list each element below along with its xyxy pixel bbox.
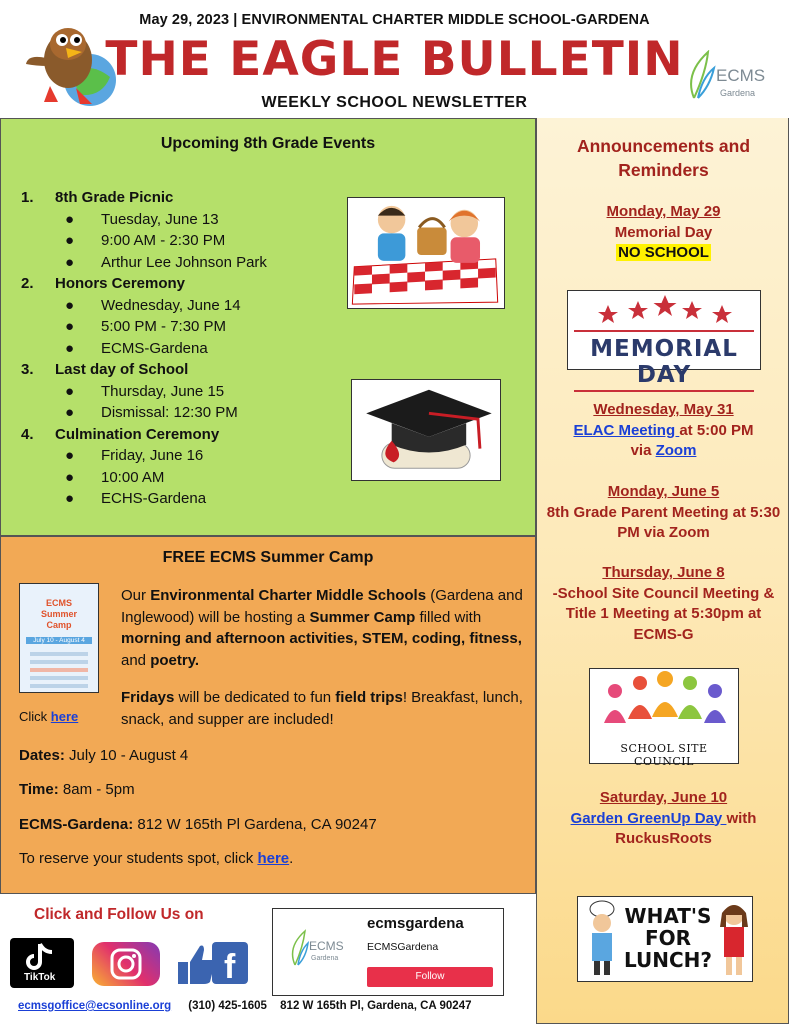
- event-detail: Thursday, June 15: [101, 382, 225, 400]
- event-detail: ECHS-Gardena: [101, 490, 207, 507]
- camp-heading: FREE ECMS Summer Camp: [162, 549, 374, 566]
- leaf-icon: [686, 50, 716, 100]
- whats-for-lunch-graphic[interactable]: [577, 896, 753, 982]
- event-number: 2.: [21, 275, 34, 292]
- announcement-date: Saturday, June 10: [599, 789, 728, 806]
- people-icon: [590, 669, 740, 729]
- announcement-date: Monday, June 5: [607, 483, 720, 500]
- camp-description: Our Environmental Charter Middle Schools (Gardena and Inglewood) will be hosting a Summer Camp filled with morning and afternoon activities, STEM, coding, fitness, and poetry.: [121, 587, 523, 669]
- announcements-title: Announcements and Reminders: [576, 136, 751, 180]
- instagram-handle: ecmsgardena: [367, 915, 464, 932]
- garden-greenup-link[interactable]: Garden GreenUp Day: [570, 809, 727, 827]
- newsletter-date-line: May 29, 2023 | ENVIRONMENTAL CHARTER MIDDLE SCHOOL-GARDENA: [139, 12, 650, 28]
- announcements-section: [536, 118, 789, 1024]
- school-address: 812 W 165th Pl, Gardena, CA 90247: [280, 1000, 472, 1012]
- announcement-date: Thursday, June 8: [602, 564, 725, 581]
- flyer-title: ECMS Summer Camp: [40, 598, 77, 630]
- zoom-link[interactable]: Zoom: [655, 442, 697, 459]
- events-list: [21, 187, 341, 510]
- event-detail: 5:00 PM - 7:30 PM: [101, 318, 227, 335]
- event-detail: 9:00 AM - 2:30 PM: [101, 232, 226, 249]
- announcement-date: Monday, May 29: [606, 203, 721, 220]
- event-detail: Friday, June 16: [101, 447, 204, 464]
- events-heading: Upcoming 8th Grade Events: [160, 135, 376, 152]
- event-title: 8th Grade Picnic: [55, 189, 174, 206]
- header: [0, 0, 789, 118]
- follow-title: Click and Follow Us on: [34, 906, 204, 923]
- summer-camp-flyer[interactable]: [19, 583, 99, 693]
- memorial-day-banner: [567, 290, 761, 388]
- upcoming-events-section: [0, 118, 536, 536]
- ecms-card-logo: ECMS Gardena: [289, 923, 355, 979]
- instagram-profile-card[interactable]: [272, 908, 504, 996]
- event-detail: Tuesday, June 13: [101, 210, 219, 228]
- event-detail: ECMS-Gardena: [101, 339, 208, 357]
- contact-line: [18, 1000, 471, 1012]
- event-detail: Wednesday, June 14: [101, 296, 241, 314]
- ecms-logo-text: ECMS: [716, 66, 766, 85]
- instagram-name: ECMSGardena: [367, 941, 439, 953]
- follow-button[interactable]: Follow: [367, 967, 493, 987]
- event-detail: 10:00 AM: [101, 468, 165, 486]
- tiktok-icon[interactable]: [10, 938, 74, 988]
- svg-text:f: f: [224, 948, 236, 986]
- newsletter-title: THE EAGLE BULLETIN: [105, 32, 684, 87]
- graduation-cap-icon: [351, 379, 501, 481]
- facebook-icon[interactable]: [174, 938, 250, 986]
- announcement-memorial: Monday, May 29 Memorial Day NO SCHOOL: [541, 202, 786, 264]
- flyer-click-text: Click here: [19, 709, 79, 724]
- leaf-icon: [289, 927, 309, 967]
- memorial-banner-text: MEMORIAL DAY: [590, 336, 738, 388]
- email-link[interactable]: ecmsgoffice@ecsonline.org: [18, 1000, 172, 1012]
- picnic-clipart-icon: [347, 197, 505, 309]
- flyer-dates: July 10 - August 4: [26, 637, 92, 644]
- event-title: Last day of School: [55, 361, 189, 378]
- event-number: 4.: [21, 425, 34, 443]
- school-site-council-logo: [589, 668, 739, 768]
- announcement-parent-meeting: Monday, June 5 8th Grade Parent Meeting at 5:30 PM via Zoom: [541, 482, 786, 544]
- stars-icon: [568, 291, 762, 325]
- tiktok-label: TikTok: [24, 972, 56, 983]
- lunch-text: WHAT'S FOR LUNCH?: [623, 904, 713, 972]
- chef-icon: [582, 899, 622, 979]
- phone-number: (310) 425-1605: [188, 1000, 267, 1012]
- elac-meeting-link[interactable]: ELAC Meeting: [573, 421, 680, 439]
- flyer-here-link[interactable]: here: [50, 709, 79, 724]
- instagram-icon[interactable]: [92, 942, 160, 986]
- announcement-greenup: Saturday, June 10 Garden GreenUp Day with RuckusRoots: [541, 788, 786, 850]
- event-number: 1.: [21, 189, 34, 206]
- camp-time: Time: 8am - 5pm: [19, 781, 135, 798]
- camp-location: ECMS-Gardena: 812 W 165th Pl Gardena, CA 90247: [19, 816, 377, 833]
- event-item: 1. 8th Grade Picnic ● Tuesday, June 13 ● 9:00 AM - 2:30 PM ● Arthur Lee Johnson Park: [21, 187, 341, 273]
- camp-fridays: Fridays will be dedicated to fun field trips! Breakfast, lunch, snack, and supper are included!: [121, 689, 523, 728]
- announcement-elac: Wednesday, May 31 ELAC Meeting at 5:00 PM via Zoom: [541, 400, 786, 462]
- announcement-date: Wednesday, May 31: [593, 401, 734, 418]
- event-title: Culmination Ceremony: [55, 425, 220, 443]
- newsletter-subtitle: WEEKLY SCHOOL NEWSLETTER: [261, 94, 528, 111]
- camp-reserve: To reserve your students spot, click here.: [19, 850, 294, 867]
- footer: [0, 894, 536, 1024]
- event-detail: Dismissal: 12:30 PM: [101, 404, 238, 421]
- ecms-logo-sub: Gardena: [720, 88, 756, 98]
- event-number: 3.: [21, 361, 34, 378]
- event-item: 3. Last day of School ● Thursday, June 15 ● Dismissal: 12:30 PM: [21, 359, 341, 424]
- girl-icon: [716, 899, 752, 979]
- summer-camp-section: [0, 536, 536, 894]
- event-detail: Arthur Lee Johnson Park: [101, 253, 267, 271]
- ssc-logo-text: SCHOOL SITE COUNCIL: [620, 742, 708, 768]
- announcement-ssc: Thursday, June 8 -School Site Council Meeting & Title 1 Meeting at 5:30pm at ECMS-G: [541, 563, 786, 645]
- no-school-highlight: NO SCHOOL: [618, 244, 709, 261]
- ecms-logo: [684, 48, 784, 108]
- event-title: Honors Ceremony: [55, 275, 186, 292]
- event-item: 4. Culmination Ceremony ● Friday, June 16 ● 10:00 AM ● ECHS-Gardena: [21, 424, 341, 510]
- camp-dates: Dates: July 10 - August 4: [19, 747, 189, 764]
- reserve-here-link[interactable]: here: [257, 850, 290, 867]
- event-item: 2. Honors Ceremony ● Wednesday, June 14 ● 5:00 PM - 7:30 PM ● ECMS-Gardena: [21, 273, 341, 359]
